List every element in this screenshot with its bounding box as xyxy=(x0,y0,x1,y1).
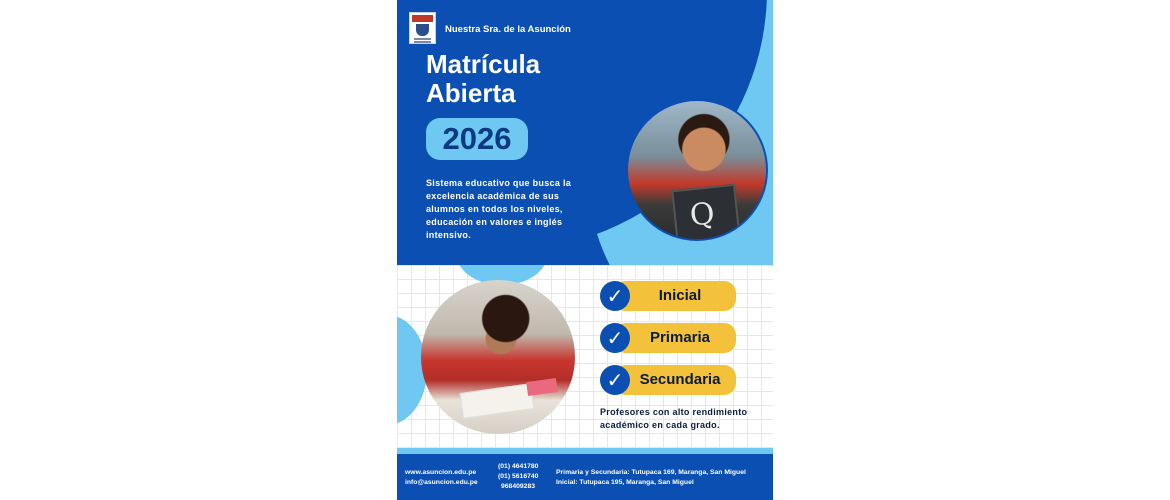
phone-3: 968409283 xyxy=(501,483,536,490)
check-icon: ✓ xyxy=(600,323,630,353)
check-icon: ✓ xyxy=(600,281,630,311)
year-badge: 2026 xyxy=(426,118,528,160)
level-label: Primaria xyxy=(614,323,736,353)
phone-2: (01) 5616740 xyxy=(498,473,539,480)
school-name: Nuestra Sra. de la Asunción xyxy=(445,24,571,35)
child-photo xyxy=(626,99,768,241)
enrollment-poster xyxy=(397,0,773,500)
description-text: Sistema educativo que busca la excelencia académica de sus alumnos en todos los niveles, educación en valores e inglés intensivo. xyxy=(426,178,572,240)
paper xyxy=(460,383,535,419)
level-label: Inicial xyxy=(614,281,736,311)
address-2: Inicial: Tutupaca 195, Maranga, San Miguel xyxy=(556,479,694,486)
check-icon: ✓ xyxy=(600,365,630,395)
school-logo xyxy=(409,12,436,44)
level-primaria xyxy=(600,321,736,355)
title-line-2: Abierta xyxy=(426,78,516,108)
tagline: Profesores con alto rendimiento académico en cada grado. xyxy=(600,407,748,430)
header-section xyxy=(397,0,773,265)
level-secundaria xyxy=(600,363,736,397)
student-photo xyxy=(421,280,575,434)
phone-1: (01) 4641780 xyxy=(498,463,539,470)
email-link[interactable]: info@asuncion.edu.pe xyxy=(405,479,478,486)
footer xyxy=(397,454,773,500)
website-link[interactable]: www.asuncion.edu.pe xyxy=(405,469,477,476)
page-title xyxy=(426,50,540,108)
chalkboard: Q xyxy=(671,184,741,241)
pencil-case xyxy=(526,378,558,396)
level-label: Secundaria xyxy=(614,365,736,395)
address-1: Primaria y Secundaria: Tutupaca 169, Maranga, San Miguel xyxy=(556,469,746,476)
title-line-1: Matrícula xyxy=(426,49,541,79)
footer-phones xyxy=(498,462,538,492)
footer-web-contact xyxy=(405,468,478,488)
level-inicial xyxy=(600,279,736,313)
footer-addresses xyxy=(556,468,746,488)
